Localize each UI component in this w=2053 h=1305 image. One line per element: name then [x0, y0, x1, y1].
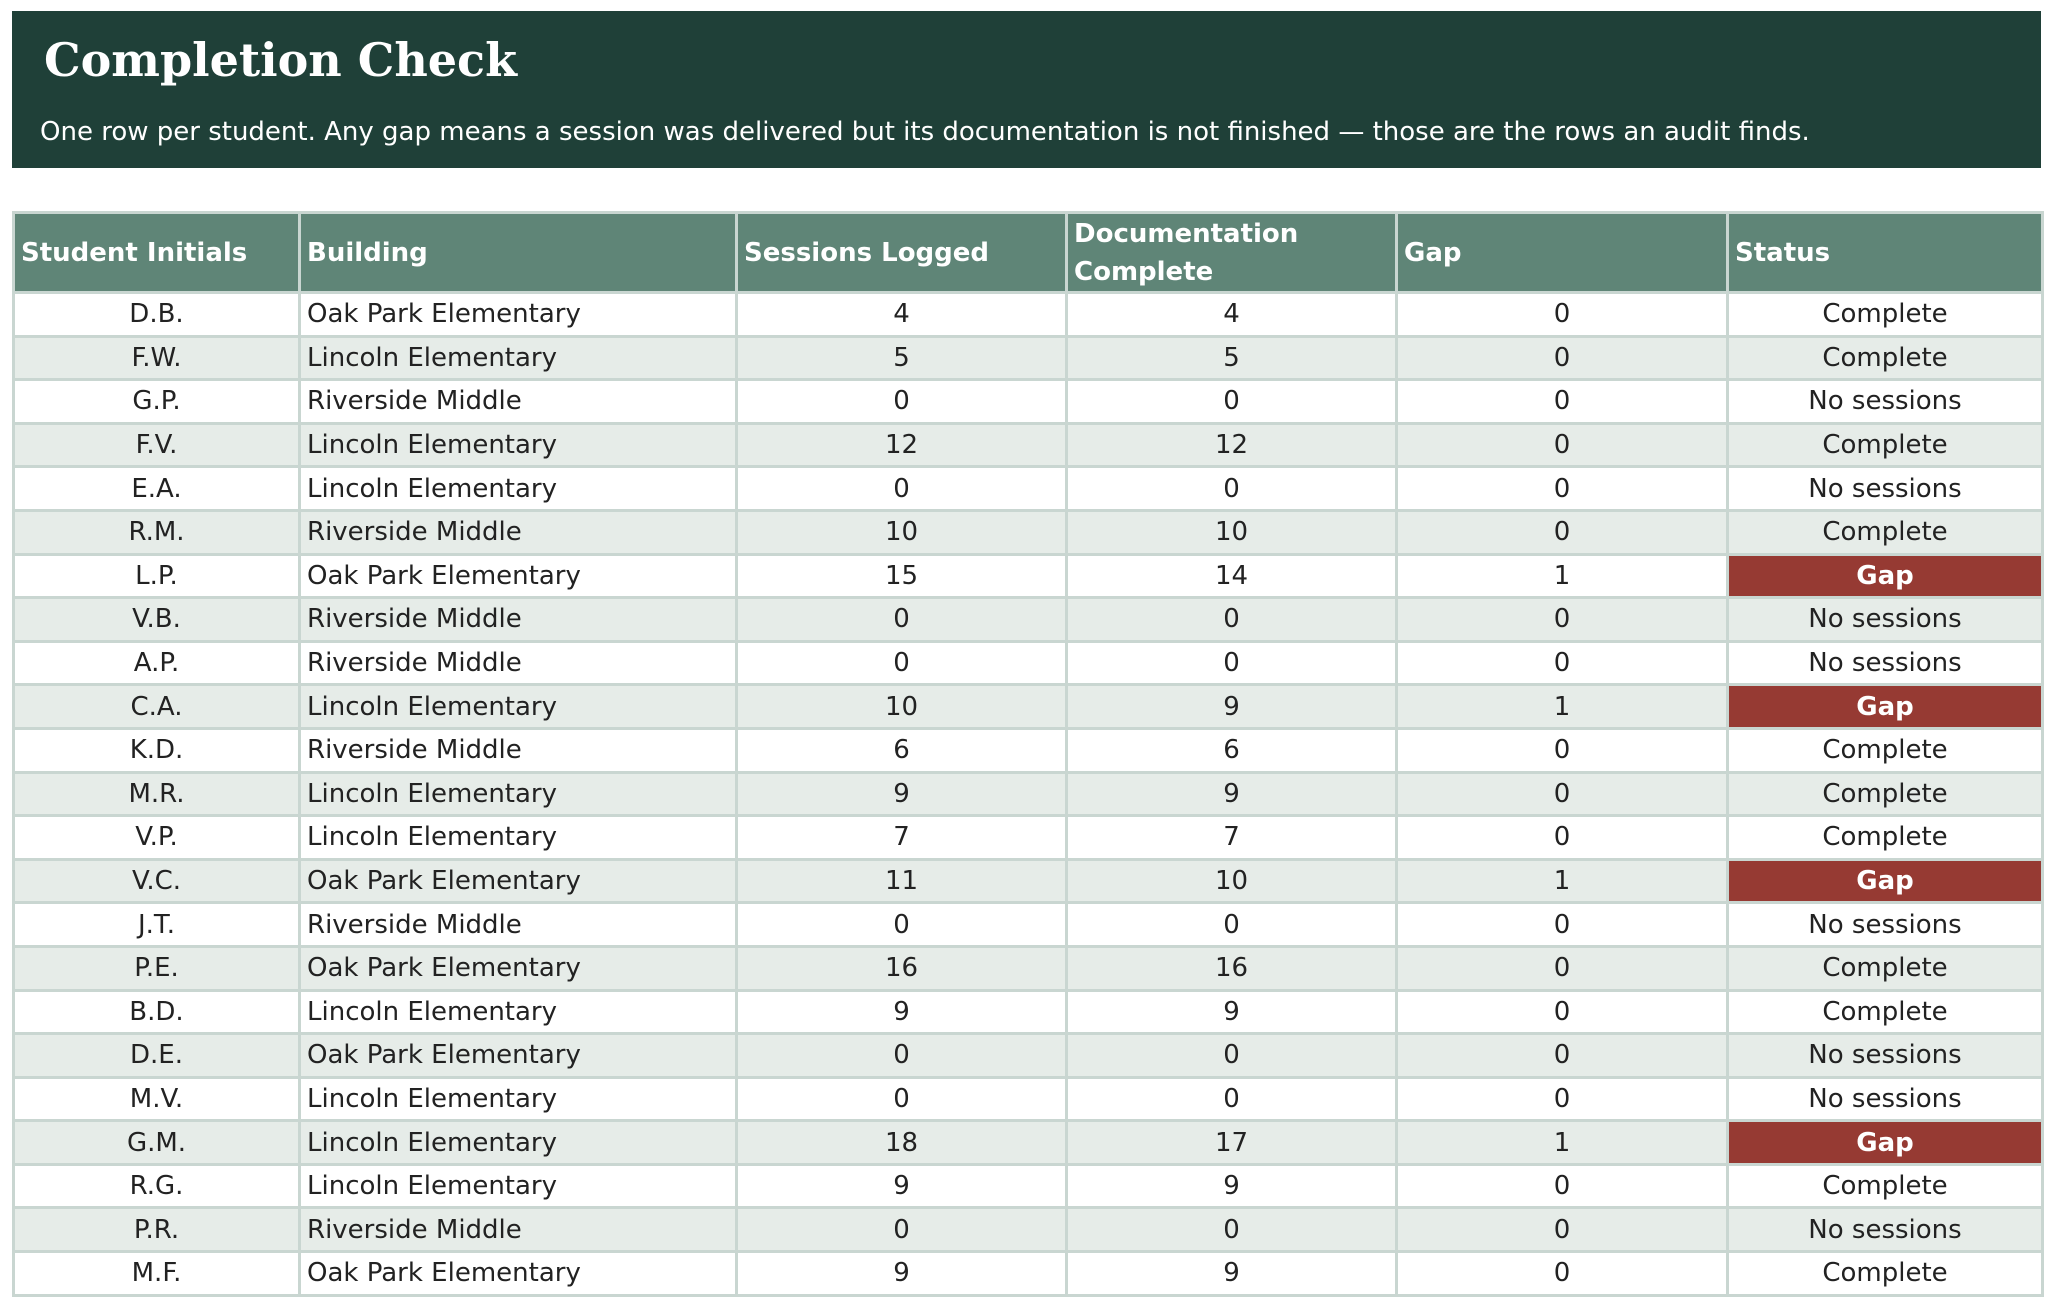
cell-sessions-logged[interactable]: 7	[737, 816, 1067, 860]
table-row[interactable]	[14, 336, 2043, 380]
cell-gap[interactable]: 1	[1397, 685, 1728, 729]
table-row[interactable]	[14, 554, 2043, 598]
cell-documentation-complete[interactable]: 0	[1067, 1077, 1397, 1121]
cell-status[interactable]: Complete	[1728, 728, 2043, 772]
table-row[interactable]	[14, 598, 2043, 642]
table-row[interactable]	[14, 816, 2043, 860]
column-header-status[interactable]: Status	[1728, 213, 2043, 293]
cell-sessions-logged[interactable]: 0	[737, 1034, 1067, 1078]
cell-sessions-logged[interactable]: 9	[737, 772, 1067, 816]
table-row[interactable]	[14, 1034, 2043, 1078]
table-body	[14, 293, 2043, 1296]
table-row[interactable]	[14, 467, 2043, 511]
cell-building[interactable]: Oak Park Elementary	[300, 1034, 737, 1078]
cell-student-initials[interactable]: R.M.	[14, 510, 300, 554]
cell-documentation-complete[interactable]: 7	[1067, 816, 1397, 860]
cell-documentation-complete[interactable]: 0	[1067, 903, 1397, 947]
column-header-sessions-logged[interactable]: Sessions Logged	[737, 213, 1067, 293]
cell-building[interactable]: Oak Park Elementary	[300, 859, 737, 903]
cell-documentation-complete[interactable]: 0	[1067, 380, 1397, 424]
cell-student-initials[interactable]: B.D.	[14, 990, 300, 1034]
cell-student-initials[interactable]: M.F.	[14, 1252, 300, 1296]
cell-documentation-complete[interactable]: 9	[1067, 772, 1397, 816]
cell-building[interactable]: Lincoln Elementary	[300, 467, 737, 511]
cell-status[interactable]: No sessions	[1728, 903, 2043, 947]
cell-documentation-complete[interactable]: 10	[1067, 510, 1397, 554]
cell-status[interactable]: No sessions	[1728, 1208, 2043, 1252]
table-row[interactable]	[14, 990, 2043, 1034]
cell-documentation-complete[interactable]: 5	[1067, 336, 1397, 380]
cell-sessions-logged[interactable]: 16	[737, 946, 1067, 990]
cell-gap[interactable]: 0	[1397, 1034, 1728, 1078]
cell-sessions-logged[interactable]: 18	[737, 1121, 1067, 1165]
cell-building[interactable]: Oak Park Elementary	[300, 1252, 737, 1296]
cell-building[interactable]: Oak Park Elementary	[300, 946, 737, 990]
cell-sessions-logged[interactable]: 15	[737, 554, 1067, 598]
cell-documentation-complete[interactable]: 12	[1067, 423, 1397, 467]
cell-sessions-logged[interactable]: 0	[737, 467, 1067, 511]
cell-sessions-logged[interactable]: 0	[737, 598, 1067, 642]
cell-sessions-logged[interactable]: 0	[737, 380, 1067, 424]
cell-building[interactable]: Lincoln Elementary	[300, 990, 737, 1034]
cell-sessions-logged[interactable]: 0	[737, 1077, 1067, 1121]
table-row[interactable]	[14, 293, 2043, 337]
cell-gap[interactable]: 0	[1397, 467, 1728, 511]
column-header-student-initials[interactable]: Student Initials	[14, 213, 300, 293]
cell-status[interactable]: No sessions	[1728, 380, 2043, 424]
cell-gap[interactable]: 0	[1397, 1164, 1728, 1208]
column-header-gap[interactable]: Gap	[1397, 213, 1728, 293]
cell-documentation-complete[interactable]: 0	[1067, 598, 1397, 642]
cell-status[interactable]: Complete	[1728, 990, 2043, 1034]
cell-documentation-complete[interactable]: 9	[1067, 1252, 1397, 1296]
cell-status[interactable]: Complete	[1728, 772, 2043, 816]
table-row[interactable]	[14, 946, 2043, 990]
cell-status[interactable]: No sessions	[1728, 1034, 2043, 1078]
cell-student-initials[interactable]: P.E.	[14, 946, 300, 990]
cell-student-initials[interactable]: E.A.	[14, 467, 300, 511]
cell-status[interactable]: Complete	[1728, 423, 2043, 467]
cell-sessions-logged[interactable]: 0	[737, 1208, 1067, 1252]
cell-sessions-logged[interactable]: 4	[737, 293, 1067, 337]
cell-documentation-complete[interactable]: 9	[1067, 685, 1397, 729]
cell-gap[interactable]: 1	[1397, 1121, 1728, 1165]
cell-gap[interactable]: 1	[1397, 554, 1728, 598]
cell-student-initials[interactable]: A.P.	[14, 641, 300, 685]
status-badge-gap[interactable]: Gap	[1728, 685, 2043, 729]
cell-gap[interactable]: 0	[1397, 598, 1728, 642]
cell-student-initials[interactable]: G.M.	[14, 1121, 300, 1165]
cell-gap[interactable]: 0	[1397, 510, 1728, 554]
cell-building[interactable]: Riverside Middle	[300, 380, 737, 424]
cell-student-initials[interactable]: L.P.	[14, 554, 300, 598]
cell-student-initials[interactable]: F.W.	[14, 336, 300, 380]
title-banner	[12, 11, 2041, 168]
cell-sessions-logged[interactable]: 0	[737, 903, 1067, 947]
cell-building[interactable]: Oak Park Elementary	[300, 554, 737, 598]
cell-sessions-logged[interactable]: 0	[737, 641, 1067, 685]
cell-building[interactable]: Riverside Middle	[300, 641, 737, 685]
cell-gap[interactable]: 0	[1397, 1077, 1728, 1121]
cell-gap[interactable]: 0	[1397, 1252, 1728, 1296]
cell-status[interactable]: Complete	[1728, 293, 2043, 337]
table-row[interactable]	[14, 1121, 2043, 1165]
cell-student-initials[interactable]: V.P.	[14, 816, 300, 860]
cell-documentation-complete[interactable]: 9	[1067, 1164, 1397, 1208]
cell-sessions-logged[interactable]: 10	[737, 685, 1067, 729]
cell-documentation-complete[interactable]: 4	[1067, 293, 1397, 337]
table-header	[14, 213, 2043, 293]
cell-student-initials[interactable]: G.P.	[14, 380, 300, 424]
table-row[interactable]	[14, 772, 2043, 816]
cell-documentation-complete[interactable]: 0	[1067, 467, 1397, 511]
cell-status[interactable]: Complete	[1728, 510, 2043, 554]
cell-sessions-logged[interactable]: 6	[737, 728, 1067, 772]
cell-student-initials[interactable]: K.D.	[14, 728, 300, 772]
table-row[interactable]	[14, 380, 2043, 424]
table-row[interactable]	[14, 1208, 2043, 1252]
cell-documentation-complete[interactable]: 10	[1067, 859, 1397, 903]
cell-sessions-logged[interactable]: 11	[737, 859, 1067, 903]
cell-documentation-complete[interactable]: 0	[1067, 641, 1397, 685]
status-badge-gap[interactable]: Gap	[1728, 554, 2043, 598]
cell-gap[interactable]: 1	[1397, 859, 1728, 903]
cell-building[interactable]: Riverside Middle	[300, 1208, 737, 1252]
cell-status[interactable]: Complete	[1728, 336, 2043, 380]
table-row[interactable]	[14, 1077, 2043, 1121]
cell-gap[interactable]: 0	[1397, 903, 1728, 947]
cell-gap[interactable]: 0	[1397, 641, 1728, 685]
cell-student-initials[interactable]: C.A.	[14, 685, 300, 729]
cell-sessions-logged[interactable]: 10	[737, 510, 1067, 554]
cell-student-initials[interactable]: D.B.	[14, 293, 300, 337]
column-header-documentation-complete[interactable]: Documentation Complete	[1067, 213, 1397, 293]
column-header-building[interactable]: Building	[300, 213, 737, 293]
page-subtitle: One row per student. Any gap means a session was delivered but its documentation is not finished — those are the rows an audit finds.	[40, 117, 1810, 147]
cell-student-initials[interactable]: V.B.	[14, 598, 300, 642]
cell-status[interactable]: Complete	[1728, 1164, 2043, 1208]
cell-student-initials[interactable]: D.E.	[14, 1034, 300, 1078]
cell-student-initials[interactable]: M.R.	[14, 772, 300, 816]
cell-documentation-complete[interactable]: 9	[1067, 990, 1397, 1034]
cell-building[interactable]: Lincoln Elementary	[300, 1077, 737, 1121]
table-row[interactable]	[14, 728, 2043, 772]
cell-building[interactable]: Riverside Middle	[300, 510, 737, 554]
cell-status[interactable]: Complete	[1728, 946, 2043, 990]
cell-gap[interactable]: 0	[1397, 423, 1728, 467]
cell-building[interactable]: Riverside Middle	[300, 598, 737, 642]
cell-gap[interactable]: 0	[1397, 1208, 1728, 1252]
cell-student-initials[interactable]: M.V.	[14, 1077, 300, 1121]
table-row[interactable]	[14, 685, 2043, 729]
header-row	[14, 213, 2043, 293]
cell-sessions-logged[interactable]: 9	[737, 1164, 1067, 1208]
cell-status[interactable]: No sessions	[1728, 598, 2043, 642]
cell-sessions-logged[interactable]: 9	[737, 1252, 1067, 1296]
table-row[interactable]	[14, 859, 2043, 903]
cell-status[interactable]: No sessions	[1728, 641, 2043, 685]
page-title: Completion Check	[44, 33, 517, 87]
cell-student-initials[interactable]: P.R.	[14, 1208, 300, 1252]
cell-status[interactable]: Complete	[1728, 816, 2043, 860]
cell-gap[interactable]: 0	[1397, 816, 1728, 860]
table-row[interactable]	[14, 641, 2043, 685]
cell-student-initials[interactable]: J.T.	[14, 903, 300, 947]
cell-gap[interactable]: 0	[1397, 728, 1728, 772]
cell-gap[interactable]: 0	[1397, 946, 1728, 990]
cell-gap[interactable]: 0	[1397, 293, 1728, 337]
status-badge-gap[interactable]: Gap	[1728, 859, 2043, 903]
cell-building[interactable]: Lincoln Elementary	[300, 1121, 737, 1165]
cell-student-initials[interactable]: R.G.	[14, 1164, 300, 1208]
table-row[interactable]	[14, 510, 2043, 554]
status-badge-gap[interactable]: Gap	[1728, 1121, 2043, 1165]
cell-sessions-logged[interactable]: 9	[737, 990, 1067, 1034]
cell-gap[interactable]: 0	[1397, 380, 1728, 424]
cell-documentation-complete[interactable]: 0	[1067, 1034, 1397, 1078]
cell-gap[interactable]: 0	[1397, 336, 1728, 380]
cell-documentation-complete[interactable]: 17	[1067, 1121, 1397, 1165]
cell-sessions-logged[interactable]: 12	[737, 423, 1067, 467]
table-row[interactable]	[14, 1252, 2043, 1296]
cell-status[interactable]: No sessions	[1728, 1077, 2043, 1121]
cell-student-initials[interactable]: V.C.	[14, 859, 300, 903]
cell-building[interactable]: Lincoln Elementary	[300, 423, 737, 467]
cell-gap[interactable]: 0	[1397, 772, 1728, 816]
cell-documentation-complete[interactable]: 16	[1067, 946, 1397, 990]
cell-building[interactable]: Riverside Middle	[300, 903, 737, 947]
cell-building[interactable]: Oak Park Elementary	[300, 293, 737, 337]
cell-status[interactable]: No sessions	[1728, 467, 2043, 511]
cell-sessions-logged[interactable]: 5	[737, 336, 1067, 380]
cell-gap[interactable]: 0	[1397, 990, 1728, 1034]
cell-building[interactable]: Lincoln Elementary	[300, 772, 737, 816]
cell-status[interactable]: Complete	[1728, 1252, 2043, 1296]
cell-building[interactable]: Lincoln Elementary	[300, 1164, 737, 1208]
completion-table	[12, 211, 2044, 1297]
table-row[interactable]	[14, 903, 2043, 947]
cell-documentation-complete[interactable]: 14	[1067, 554, 1397, 598]
cell-documentation-complete[interactable]: 0	[1067, 1208, 1397, 1252]
table-row[interactable]	[14, 423, 2043, 467]
cell-building[interactable]: Lincoln Elementary	[300, 336, 737, 380]
cell-student-initials[interactable]: F.V.	[14, 423, 300, 467]
cell-building[interactable]: Lincoln Elementary	[300, 685, 737, 729]
table-row[interactable]	[14, 1164, 2043, 1208]
cell-building[interactable]: Lincoln Elementary	[300, 816, 737, 860]
cell-documentation-complete[interactable]: 6	[1067, 728, 1397, 772]
cell-building[interactable]: Riverside Middle	[300, 728, 737, 772]
